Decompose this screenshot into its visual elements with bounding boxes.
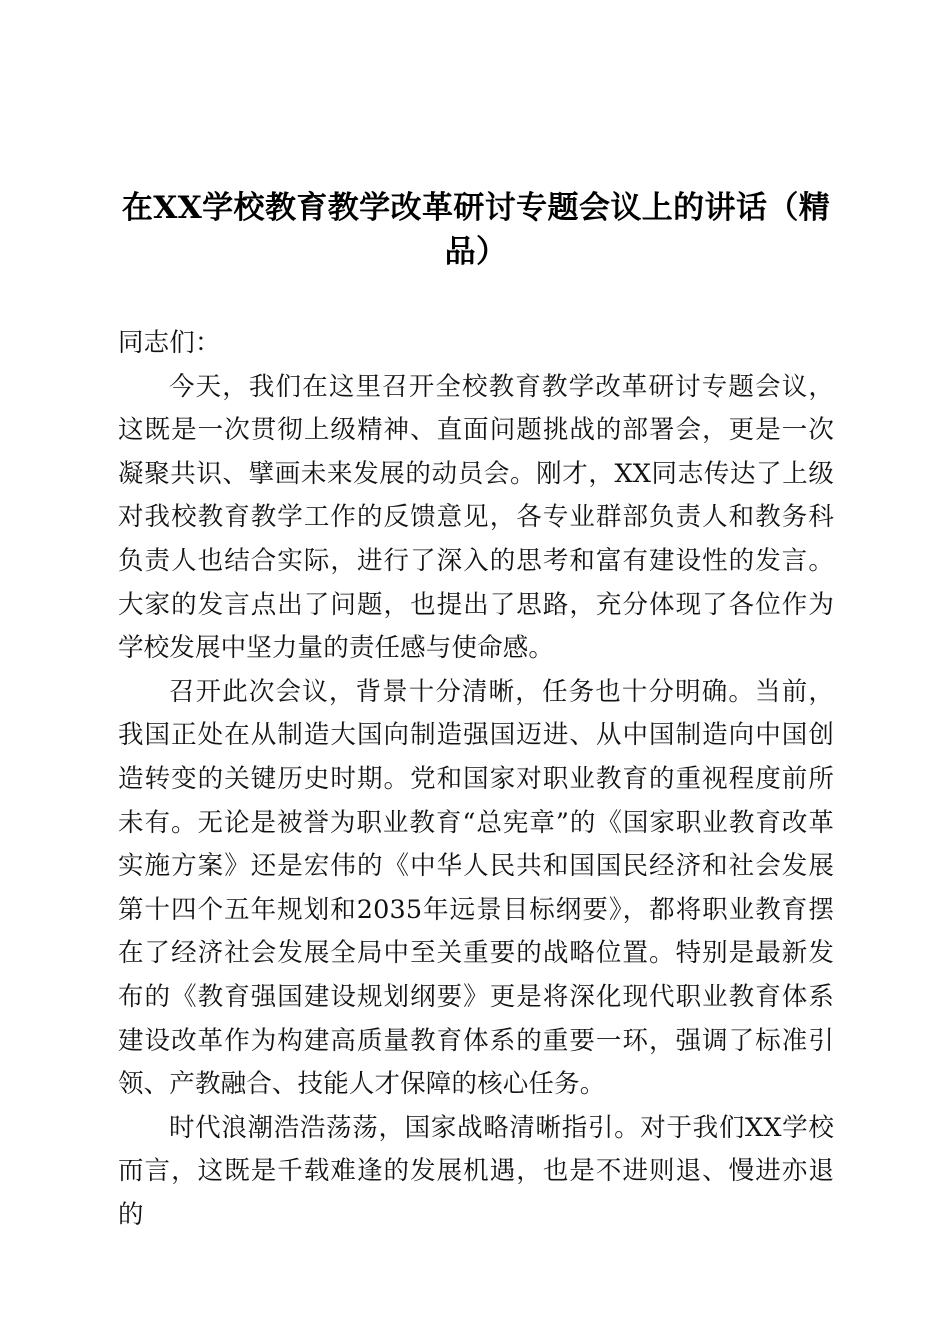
body-paragraph-2: 召开此次会议，背景十分清晰，任务也十分明确。当前，我国正处在从制造大国向制造强国迈进、从中国制造向中国创造转变的关键历史时期。党和国家对职业教育的重视程度前所未有。无论是被誉为职业教育“总宪章”的《国家职业教育改革实施方案》还是宏伟的《中华人民共和国国民经济和社会发展第十四个五年规划和2035年远景目标纲要》，都将职业教育摆在了经济社会发展全局中至关重要的战略位置。特别是最新发布的《教育强国建设规划纲要》更是将深化现代职业教育体系建设改革作为构建高质量教育体系的重要一环，强调了标准引领、产教融合、技能人才保障的核心任务。 [118,676,834,1100]
salutation-line: 同志们： [118,328,221,358]
body-paragraph-3: 时代浪潮浩浩荡荡，国家战略清晰指引。对于我们XX学校而言，这既是千载难逢的发展机遇，也是不进则退、慢进亦退的 [118,1112,834,1230]
body-paragraph-1: 今天，我们在这里召开全校教育教学改革研讨专题会议，这既是一次贯彻上级精神、直面问题挑战的部署会，更是一次凝聚共识、擘画未来发展的动员会。刚才，XX同志传达了上级对我校教育教学工作的反馈意见，各专业群部负责人和教务科负责人也结合实际，进行了深入的思考和富有建设性的发言。大家的发言点出了问题，也提出了思路，充分体现了各位作为学校发展中坚力量的责任感与使命感。 [118,371,834,664]
page-title: 在XX学校教育教学改革研讨专题会议上的讲话（精品） [121,190,831,270]
document-body [118,322,834,1237]
